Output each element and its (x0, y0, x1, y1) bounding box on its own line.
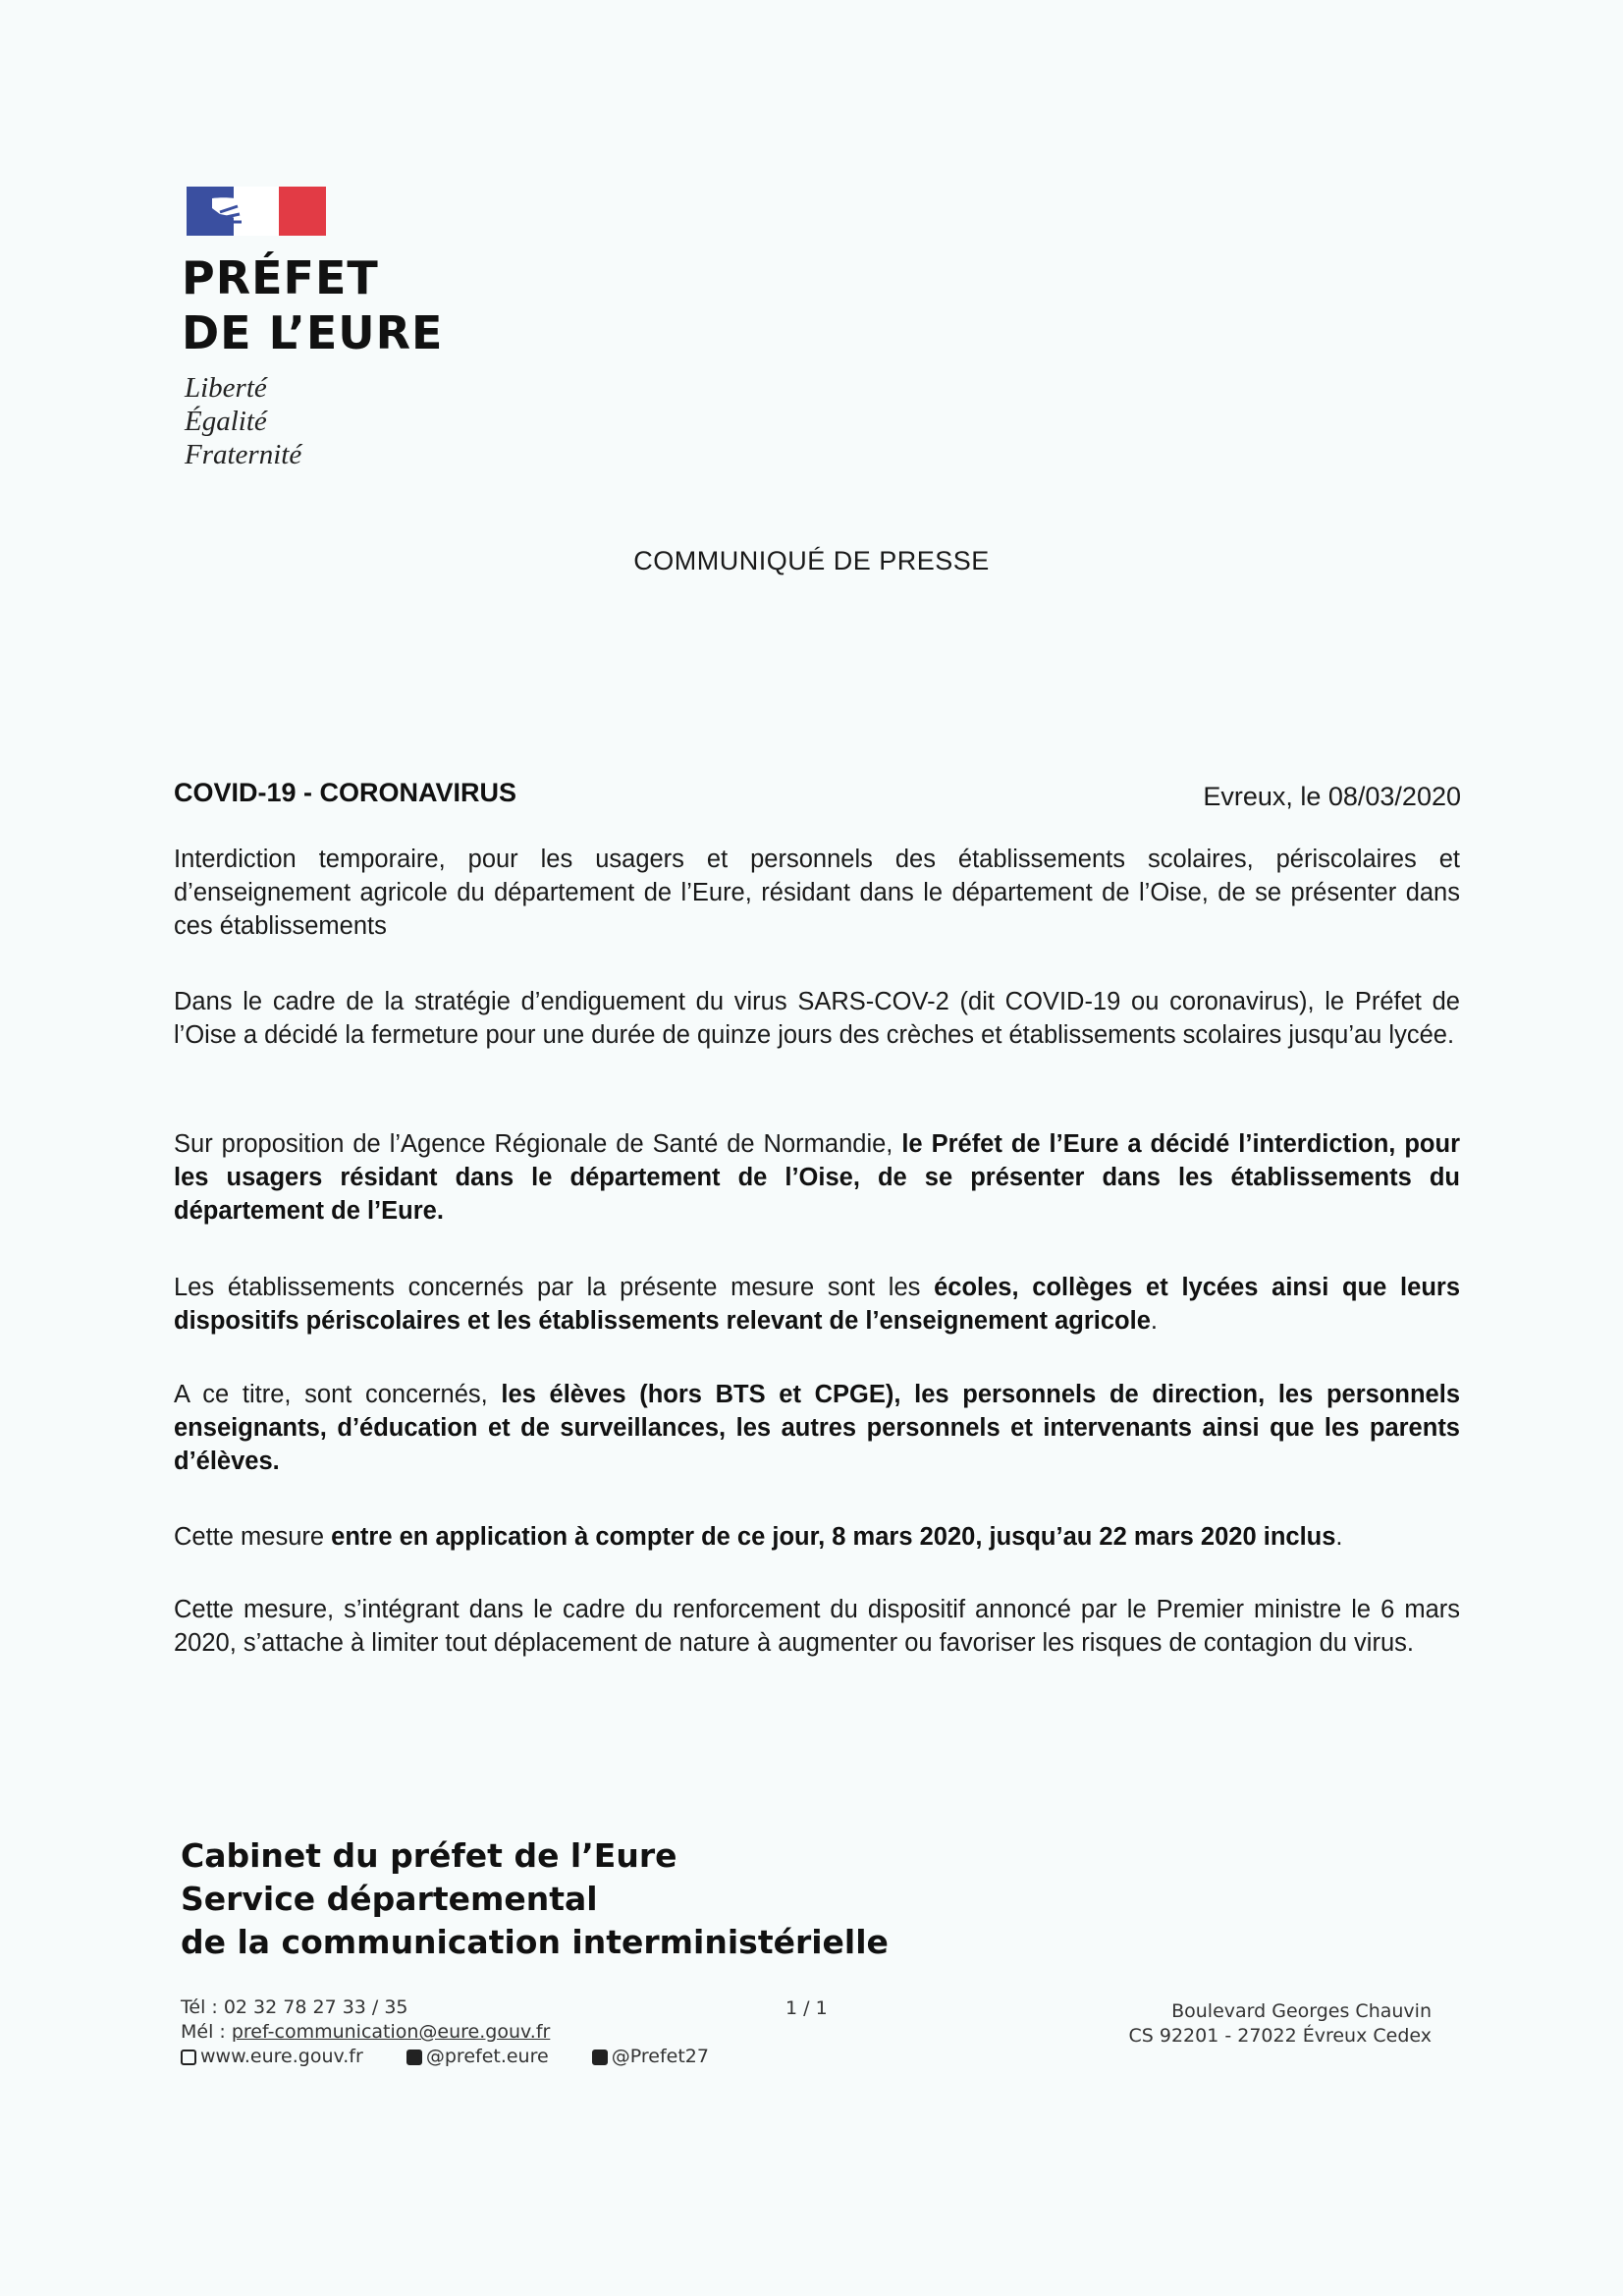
press-release-title: COMMUNIQUÉ DE PRESSE (633, 546, 990, 575)
prefecture-title-line1: PRÉFET (182, 251, 379, 304)
paragraph-establishments (174, 1271, 1460, 1338)
prefecture-title (182, 250, 443, 360)
paragraph-decision (174, 1127, 1460, 1228)
website-link[interactable] (181, 2045, 363, 2069)
paragraph-reinforcement: Cette mesure, s’intégrant dans le cadre du renforcement du dispositif annoncé par le Premier ministre le 6 mars 2020, s’attache à limiter tout déplacement de nature à augmenter ou favoriser les risques de contagion du virus. (174, 1596, 1460, 1657)
paragraph-application-intro: Cette mesure (174, 1523, 332, 1551)
social-row (181, 2045, 746, 2072)
motto-egalite: Égalité (185, 406, 267, 437)
paragraph-context: Dans le cadre de la stratégie d’endiguement du virus SARS-COV-2 (dit COVID-19 ou coronavirus), le Préfet de l’Oise a décidé la fermeture pour une durée de quinze jours des crèches et établissements scolaires jusqu’au lycée. (174, 988, 1460, 1049)
paragraph-intro: Interdiction temporaire, pour les usagers et personnels des établissements scolaires, périscolaires et d’enseignement agricole du département de l’Eure, résidant dans le département de l’Oise, de se présenter dans ces établissements (174, 846, 1460, 940)
paragraph-application-bold: entre en application à compter de ce jour, 8 mars 2020, jusqu’au 22 mars 2020 inclus (331, 1523, 1336, 1551)
twitter-label: @Prefet27 (611, 2046, 709, 2067)
contact-block (181, 1995, 746, 2072)
paragraph-concerned (174, 1378, 1460, 1478)
marianne-logo-icon (187, 187, 326, 236)
address-line1: Boulevard Georges Chauvin (1171, 2000, 1432, 2022)
facebook-icon (406, 2050, 422, 2065)
cabinet-line3: de la communication interministérielle (181, 1923, 889, 1961)
postal-address (1129, 1999, 1433, 2049)
paragraph-decision-intro: Sur proposition de l’Agence Régionale de Santé de Normandie, (174, 1130, 902, 1158)
paragraph-application-end: . (1335, 1523, 1343, 1551)
paragraph-application (174, 1520, 1460, 1554)
page-number: 1 / 1 (785, 1997, 828, 2019)
website-icon (181, 2050, 196, 2065)
paragraph-concerned-bold: les élèves (hors BTS et CPGE), les personnels de direction, les personnels enseignants, d’éducation et de surveillances, les autres personnels et intervenants ainsi que les parents d’élèves. (174, 1381, 1460, 1475)
twitter-icon (592, 2050, 608, 2065)
subject-heading: COVID-19 - CORONAVIRUS (174, 778, 517, 807)
prefecture-title-line2: DE L’EURE (182, 306, 444, 359)
motto-fraternite: Fraternité (185, 439, 302, 470)
twitter-link[interactable] (592, 2045, 709, 2069)
paragraph-establishments-end: . (1150, 1307, 1158, 1335)
paragraph-establishments-intro: Les établissements concernés par la présente mesure sont les (174, 1274, 935, 1301)
cabinet-signature (181, 1834, 889, 1964)
address-line2: CS 92201 - 27022 Évreux Cedex (1128, 2025, 1432, 2047)
paragraph-establishments-bold: écoles, collèges et lycées ainsi que leurs dispositifs périscolaires et les établissements relevant de l’enseignement agricole (174, 1274, 1460, 1335)
cabinet-line2: Service départemental (181, 1880, 598, 1918)
mail-line (181, 2020, 746, 2045)
paragraph-concerned-intro: A ce titre, sont concernés, (174, 1381, 502, 1408)
website-label: www.eure.gouv.fr (200, 2046, 363, 2067)
facebook-label: @prefet.eure (425, 2046, 549, 2067)
phone-line: Tél : 02 32 78 27 33 / 35 (181, 1996, 408, 2018)
mail-link[interactable]: pref-communication@eure.gouv.fr (231, 2021, 551, 2043)
facebook-link[interactable] (406, 2045, 549, 2069)
mail-label: Mél : (181, 2021, 232, 2043)
paragraph-decision-bold: le Préfet de l’Eure a décidé l’interdiction, pour les usagers résidant dans le département de l’Oise, de se présenter dans les établissements du département de l’Eure. (174, 1130, 1460, 1225)
republic-motto (185, 371, 301, 471)
motto-liberte: Liberté (185, 372, 267, 404)
date-line: Evreux, le 08/03/2020 (1203, 782, 1461, 811)
cabinet-line1: Cabinet du préfet de l’Eure (181, 1836, 677, 1875)
